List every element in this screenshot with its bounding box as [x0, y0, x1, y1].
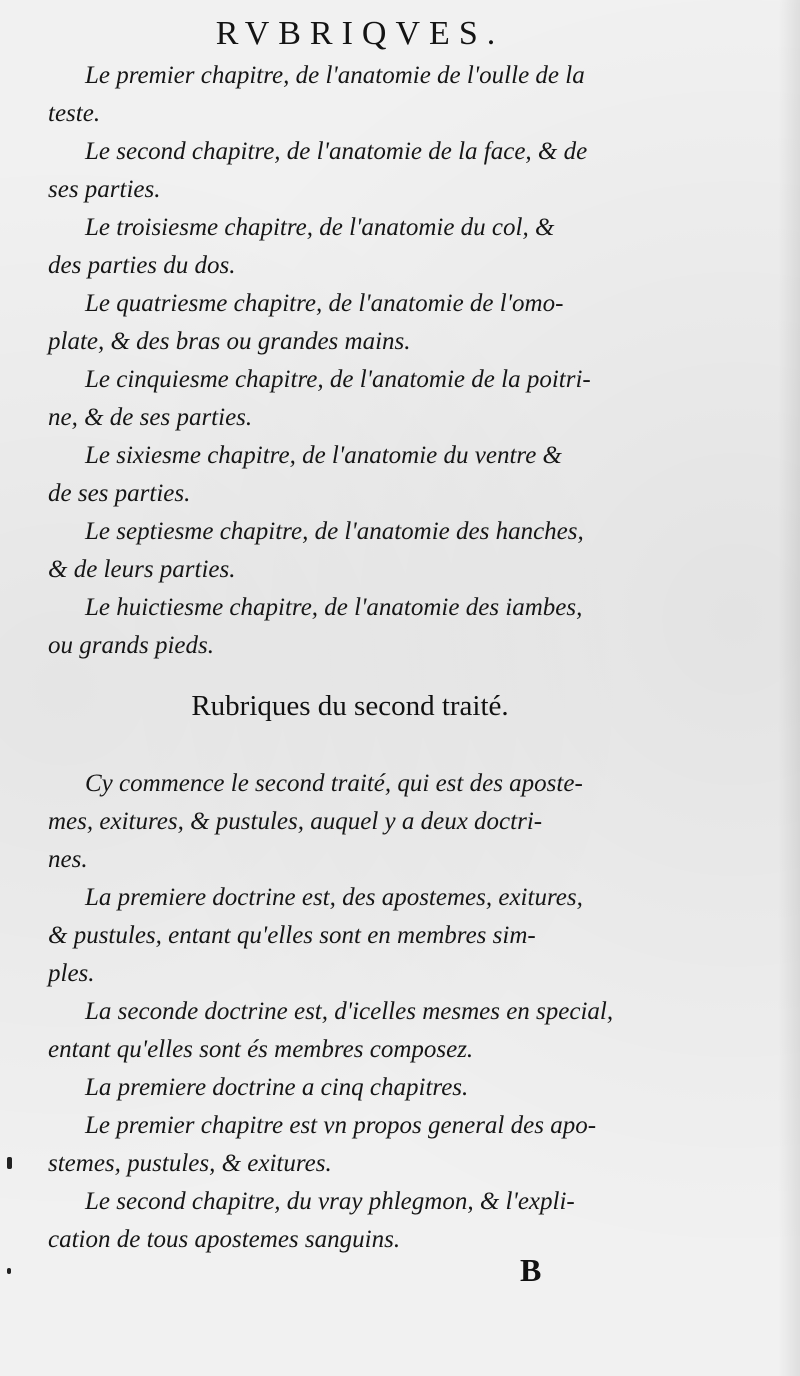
- rubric-entry: [48, 993, 673, 1069]
- rubric-line: La premiere doctrine a cinq chapitres.: [85, 1074, 469, 1101]
- rubric-line: ples.: [48, 960, 95, 987]
- rubric-line: stemes, pustules, & exitures.: [48, 1150, 332, 1177]
- rubric-line: Le second chapitre, de l'anatomie de la face, & de: [85, 138, 588, 165]
- rubric-line: de ses parties.: [48, 480, 191, 507]
- rubric-line: La premiere doctrine est, des apostemes, exitures,: [85, 884, 583, 911]
- rubric-entry: [48, 209, 673, 285]
- rubric-line: Le sixiesme chapitre, de l'anatomie du ventre &: [85, 442, 562, 469]
- page-edge-shadow: [778, 0, 800, 1376]
- rubric-line: Le troisiesme chapitre, de l'anatomie du col, &: [85, 214, 555, 241]
- rubric-entry: [48, 589, 673, 665]
- rubric-entry: [48, 879, 673, 993]
- rubric-line: La seconde doctrine est, d'icelles mesmes en special,: [85, 998, 614, 1025]
- rubric-line: Le second chapitre, du vray phlegmon, & l'expli-: [85, 1188, 575, 1215]
- rubric-entry: [48, 1107, 673, 1183]
- rubric-entry: [48, 361, 673, 437]
- rubric-line: cation de tous apostemes sanguins.: [48, 1226, 401, 1253]
- chapter-list-first-treatise: [48, 57, 673, 665]
- rubric-line: ses parties.: [48, 176, 161, 203]
- margin-ink-mark: [7, 1157, 12, 1169]
- rubric-entry: [48, 1069, 673, 1107]
- rubric-line: & pustules, entant qu'elles sont en membres sim-: [48, 922, 536, 949]
- rubric-line: ou grands pieds.: [48, 632, 214, 659]
- rubric-line: Le cinquiesme chapitre, de l'anatomie de la poitri-: [85, 366, 591, 393]
- rubric-line: Le huictiesme chapitre, de l'anatomie des iambes,: [85, 594, 583, 621]
- running-head: RVBRIQVES.: [215, 15, 505, 52]
- section-heading: Rubriques du second traité.: [191, 690, 509, 722]
- rubric-line: nes.: [48, 846, 88, 873]
- rubric-line: & de leurs parties.: [48, 556, 236, 583]
- rubric-entry: [48, 57, 673, 133]
- rubric-line: Cy commence le second traité, qui est des aposte-: [85, 770, 583, 797]
- rubric-line: ne, & de ses parties.: [48, 404, 253, 431]
- chapter-list-second-treatise: [48, 765, 673, 1259]
- rubric-entry: [48, 285, 673, 361]
- rubric-line: Le premier chapitre est vn propos general des apo-: [85, 1112, 597, 1139]
- margin-ink-mark: [7, 1268, 11, 1274]
- rubric-line: Le septiesme chapitre, de l'anatomie des hanches,: [85, 518, 584, 545]
- rubric-line: mes, exitures, & pustules, auquel y a deux doctri-: [48, 808, 543, 835]
- rubric-entry: [48, 437, 673, 513]
- rubric-entry: [48, 133, 673, 209]
- signature-mark: B: [520, 1252, 542, 1288]
- rubric-entry: [48, 1183, 673, 1259]
- rubric-line: entant qu'elles sont és membres composez.: [48, 1036, 474, 1063]
- rubric-entry: [48, 513, 673, 589]
- rubric-line: plate, & des bras ou grandes mains.: [48, 328, 411, 355]
- rubric-line: Le premier chapitre, de l'anatomie de l'oulle de la: [85, 62, 585, 89]
- rubric-line: des parties du dos.: [48, 252, 236, 279]
- rubric-entry: [48, 765, 673, 879]
- rubric-line: teste.: [48, 100, 101, 127]
- rubric-line: Le quatriesme chapitre, de l'anatomie de l'omo-: [85, 290, 564, 317]
